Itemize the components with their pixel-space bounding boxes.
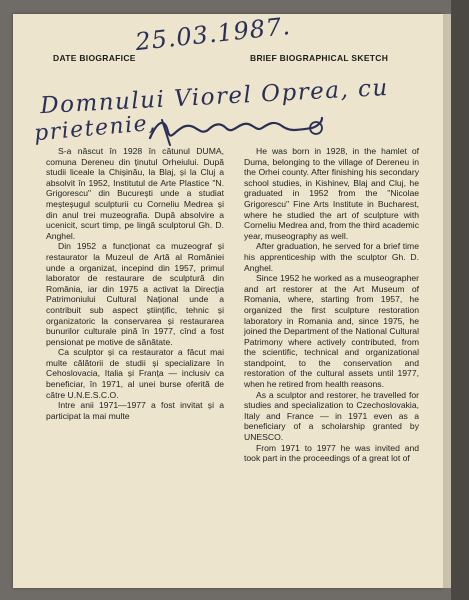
paragraph: Intre anii 1971—1977 a fost invitat și a participat la mai multe bbox=[46, 400, 224, 421]
paragraph: Ca sculptor și ca restaurator a făcut mai multe călătorii de studii și specializare în Cehoslovacia, Italia și Franța — inclusiv ca beneficiar, în 1971, al unei burse oferită de către U.N.E.S.C.O. bbox=[46, 347, 224, 400]
handwritten-dedication-line1: Domnului Viorel Oprea, cu bbox=[39, 74, 390, 120]
header-english: BRIEF BIOGRAPHICAL SKETCH bbox=[250, 53, 389, 63]
background-edge bbox=[451, 0, 469, 600]
paragraph: He was born in 1928, in the hamlet of Duma, belonging to the village of Dereneu in the Orhei county. After finishing his secondary school studies, in Kishinev, Blaj and Cluj, he graduated in 1952 from the "Nicolae Grigorescu" Fine Arts Institute in Bucharest, where he studied the art of sculpture with Corneliu Medrea and, from the third academic year, museography as well. bbox=[244, 146, 419, 241]
handwritten-dedication-line2: prietenie, bbox=[33, 110, 158, 147]
handwritten-date: 25.03.1987. bbox=[133, 11, 293, 57]
romanian-biography-column bbox=[46, 146, 224, 421]
paragraph: Since 1952 he worked as a museographer and art restorer at the Art Museum of Romania, where, starting from 1957, he organized the first sculpture restoration laboratory in Romania and, since 1975, he joined the Department of the National Cultural Patrimony where actively contributed, from the scientific, technical and organizational standpoint, to the conservation and restoration of the cultural assets until 1977, when he retired from health reasons. bbox=[244, 273, 419, 390]
page-gutter bbox=[443, 14, 451, 588]
header-romanian: DATE BIOGRAFICE bbox=[53, 53, 136, 63]
english-biography-column bbox=[244, 146, 419, 464]
paragraph: After graduation, he served for a brief time his apprenticeship with the sculptor Gh. D. Anghel. bbox=[244, 241, 419, 273]
paragraph: Din 1952 a funcționat ca muzeograf și restaurator la Muzeul de Artă al Romăniei unde a organizat, incepind din 1957, primul laborator de restaurare de sculptură din România, iar din 1975 a activat la Direcția Patrimoniului Cultural Național unde a contribuit sub aspect științific, tehnic și organizatoric la conservarea și restaurarea bunurilor culturale pină în 1977, cînd a fost pensionat pe motive de sănătate. bbox=[46, 241, 224, 347]
paragraph: As a sculptor and restorer, he travelled for studies and specialization to Czechoslovakia, Italy and France — in 1971 even as a beneficiary of a scholarship granted by UNESCO. bbox=[244, 389, 419, 443]
paragraph: From 1971 to 1977 he was invited and took part in the proceedings of a great lot of bbox=[244, 442, 419, 464]
paragraph: S-a născut în 1928 în cătunul DUMA, comuna Dereneu din ținutul Orheiului. După studii liceale la Chișinău, la Blaj, și la Cluj a absolvit în 1952, Institutul de Arte Plastice "N. Grigorescu" din București unde a studiat meșteșugul sculpturii cu Corneliu Medrea și din anul trei muzeografia. După absolvire a ucenicit, scurt timp, pe lingă sculptorul Gh. D. Anghel. bbox=[46, 146, 224, 241]
